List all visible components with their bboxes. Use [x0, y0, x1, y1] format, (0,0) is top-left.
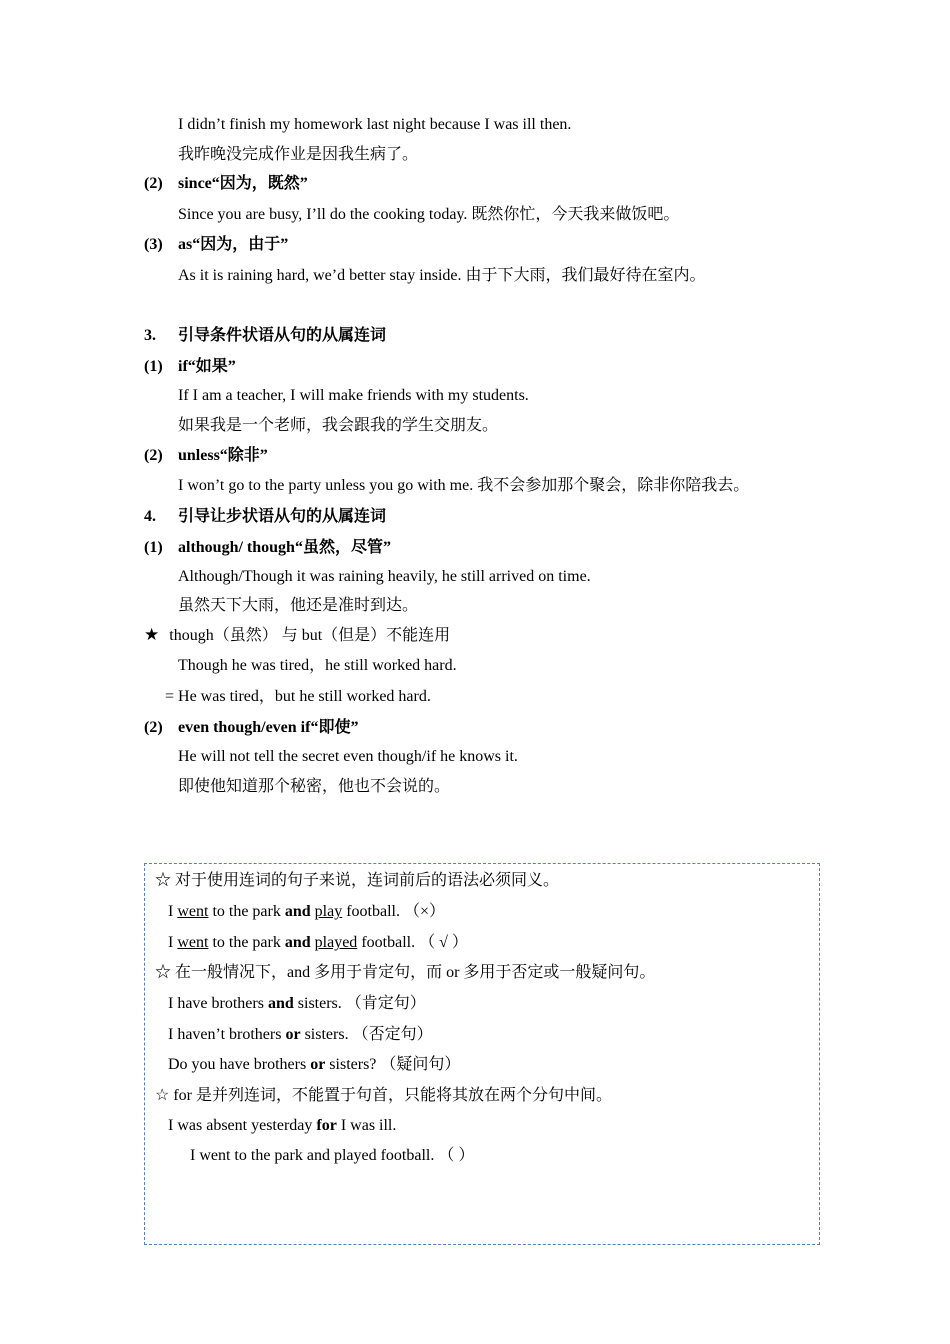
section-title: 引导让步状语从句的从属连词: [178, 508, 387, 525]
example-sentence: He will not tell the secret even though/if he knows it.: [178, 748, 518, 765]
underlined-word: play: [314, 903, 343, 920]
text-fragment: I: [168, 934, 178, 951]
subheading-title: even though/even if“即使”: [178, 719, 359, 736]
example-sentence: I didn’t finish my homework last night because I was ill then.: [178, 116, 572, 133]
subheading-number: (2): [144, 447, 163, 464]
text-fragment: I: [168, 903, 178, 920]
note-line: ☆ 在一般情况下，and 多用于肯定句，而 or 多用于否定或一般疑问句。: [155, 964, 656, 981]
text-fragment: sisters? （疑问句）: [325, 1056, 461, 1073]
exercise-sentence: I went to the park and played football. （ ）: [190, 1147, 475, 1164]
text-fragment: Do you have brothers: [168, 1056, 311, 1073]
subheading-number: (1): [144, 539, 163, 556]
text-fragment: football. （×）: [342, 903, 445, 920]
note-line: ☆ for 是并列连词，不能置于句首，只能将其放在两个分句中间。: [155, 1087, 613, 1104]
subheading-number: (1): [144, 358, 163, 375]
example-sentence: If I am a teacher, I will make friends with my students.: [178, 387, 529, 404]
subheading-title: as“因为，由于”: [178, 236, 289, 253]
section-title: 引导条件状语从句的从属连词: [178, 327, 387, 344]
example-sentence: Since you are busy, I’ll do the cooking today. 既然你忙，今天我来做饭吧。: [178, 206, 680, 223]
section-number: 4.: [144, 508, 156, 525]
example-sentence: As it is raining hard, we’d better stay inside. 由于下大雨，我们最好待在室内。: [178, 267, 706, 284]
example-correct: [168, 932, 468, 954]
text-fragment: football. （ √ ）: [357, 934, 468, 951]
example-translation: 即使他知道那个秘密，他也不会说的。: [178, 778, 451, 795]
text-fragment: I haven’t brothers: [168, 1026, 286, 1043]
example-sentence: [168, 1054, 460, 1076]
example-translation: 虽然天下大雨，他还是准时到达。: [178, 597, 419, 614]
subheading-title: unless“除非”: [178, 447, 268, 464]
section-number: 3.: [144, 327, 156, 344]
subheading-number: (3): [144, 236, 163, 253]
underlined-word: went: [177, 903, 209, 920]
text-fragment: I was absent yesterday: [168, 1117, 317, 1134]
text-fragment: I was ill.: [336, 1117, 397, 1134]
subheading-title: since“因为，既然”: [178, 175, 308, 192]
subheading-number: (2): [144, 719, 163, 736]
keyword: or: [310, 1056, 326, 1073]
example-sentence: [168, 1115, 396, 1137]
star-icon: ★: [144, 625, 160, 644]
text-fragment: to the park: [208, 934, 285, 951]
example-sentence: [168, 1024, 433, 1046]
subheading-title: although/ though“虽然，尽管”: [178, 539, 391, 556]
example-sentence: Though he was tired，he still worked hard.: [178, 657, 457, 674]
keyword: and: [267, 995, 294, 1012]
keyword: and: [284, 903, 311, 920]
example-sentence: = He was tired，but he still worked hard.: [165, 688, 431, 705]
example-sentence: I won’t go to the party unless you go with me. 我不会参加那个聚会，除非你陪我去。: [178, 477, 750, 494]
example-wrong: [168, 901, 445, 923]
keyword: for: [316, 1117, 337, 1134]
keyword: or: [285, 1026, 301, 1043]
example-sentence: [168, 993, 426, 1015]
text-fragment: to the park: [208, 903, 285, 920]
example-translation: 我昨晚没完成作业是因我生病了。: [178, 146, 419, 163]
text-fragment: sisters. （肯定句）: [293, 995, 426, 1012]
note-line: ☆ 对于使用连词的句子来说，连词前后的语法必须同义。: [155, 872, 560, 889]
subheading-title: if“如果”: [178, 358, 236, 375]
keyword: and: [284, 934, 311, 951]
example-translation: 如果我是一个老师，我会跟我的学生交朋友。: [178, 417, 499, 434]
subheading-number: (2): [144, 175, 163, 192]
note-though-but: [144, 624, 450, 647]
text-fragment: sisters. （否定句）: [300, 1026, 433, 1043]
text-fragment: I have brothers: [168, 995, 268, 1012]
underlined-word: went: [177, 934, 209, 951]
note-text: though（虽然） 与 but（但是）不能连用: [169, 627, 451, 644]
underlined-word: played: [314, 934, 358, 951]
example-sentence: Although/Though it was raining heavily, he still arrived on time.: [178, 568, 591, 585]
